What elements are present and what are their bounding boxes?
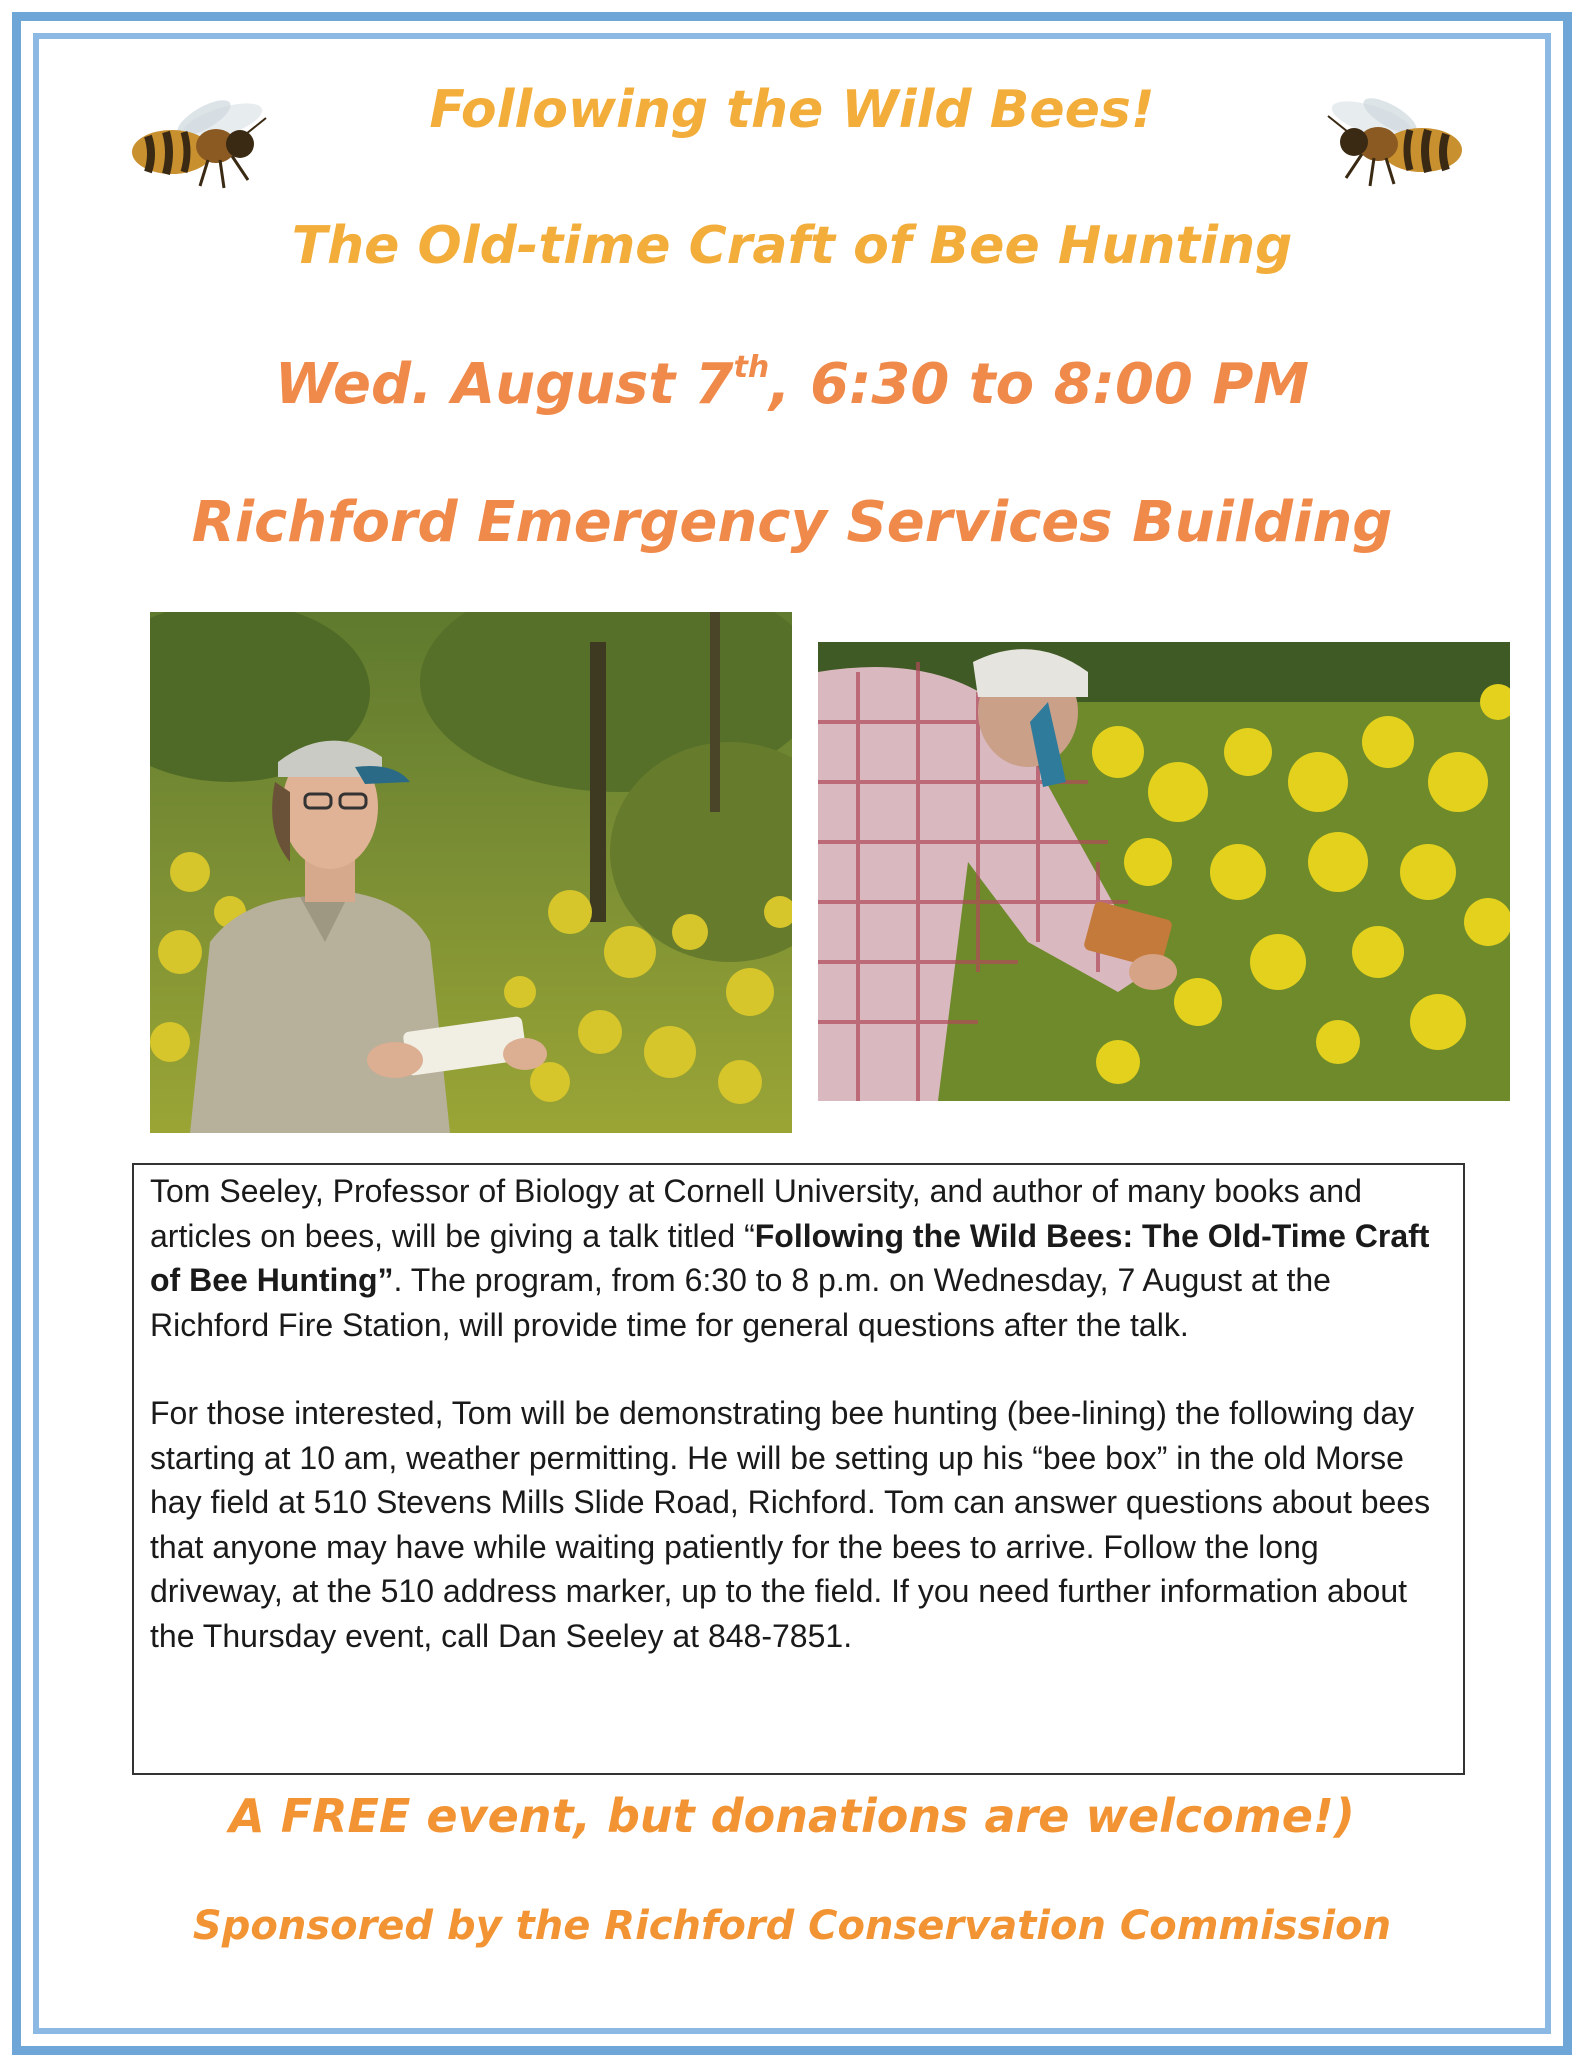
description-paragraph-demo: For those interested, Tom will be demonstrating bee hunting (bee-lining) the following day starting at 10 am, weather permitting. He will be setting up his “bee box” in the old Morse hay field at 510 Stevens Mills Slide Road, Richford. Tom can answer questions about bees that anyone may have while waiting patiently for the bees to arrive. Follow the long driveway, at the 510 address marker, up to the field. If you need further information about the Thursday event, call Dan Seeley at 848-7851. [150,1395,1431,1654]
event-venue: Richford Emergency Services Building [191,490,1393,555]
description-paragraph-talk [150,1169,1447,1347]
event-date-suffix: , 6:30 to 8:00 PM [769,352,1310,417]
photo-bee-hunter-in-goldenrod [818,642,1510,1101]
free-event-note: A FREE event, but donations are welcome!) [229,1789,1355,1843]
event-description [132,1163,1465,1775]
event-date [60,352,1524,417]
event-date-prefix: Wed. August 7 [274,352,734,417]
description-talk-details: . The program, from 6:30 to 8 p.m. on Wednesday, 7 August at the Richford Fire Station, will provide time for general questions after the talk. [150,1262,1331,1343]
photo-speaker-with-notebook [150,612,792,1133]
flyer-title: Following the Wild Bees! [429,80,1155,140]
sponsor-line: Sponsored by the Richford Conservation Commission [192,1903,1392,1949]
talk-title: Following the Wild Bees: The Old-Time Craft of Bee Hunting” [150,1217,1430,1298]
flyer-subtitle: The Old-time Craft of Bee Hunting [291,216,1293,276]
event-date-ordinal: th [733,350,770,385]
description-talk-intro: Tom Seeley, Professor of Biology at Cornell University, and author of many books and articles on bees, will be giving a talk titled “ [150,1173,1362,1254]
